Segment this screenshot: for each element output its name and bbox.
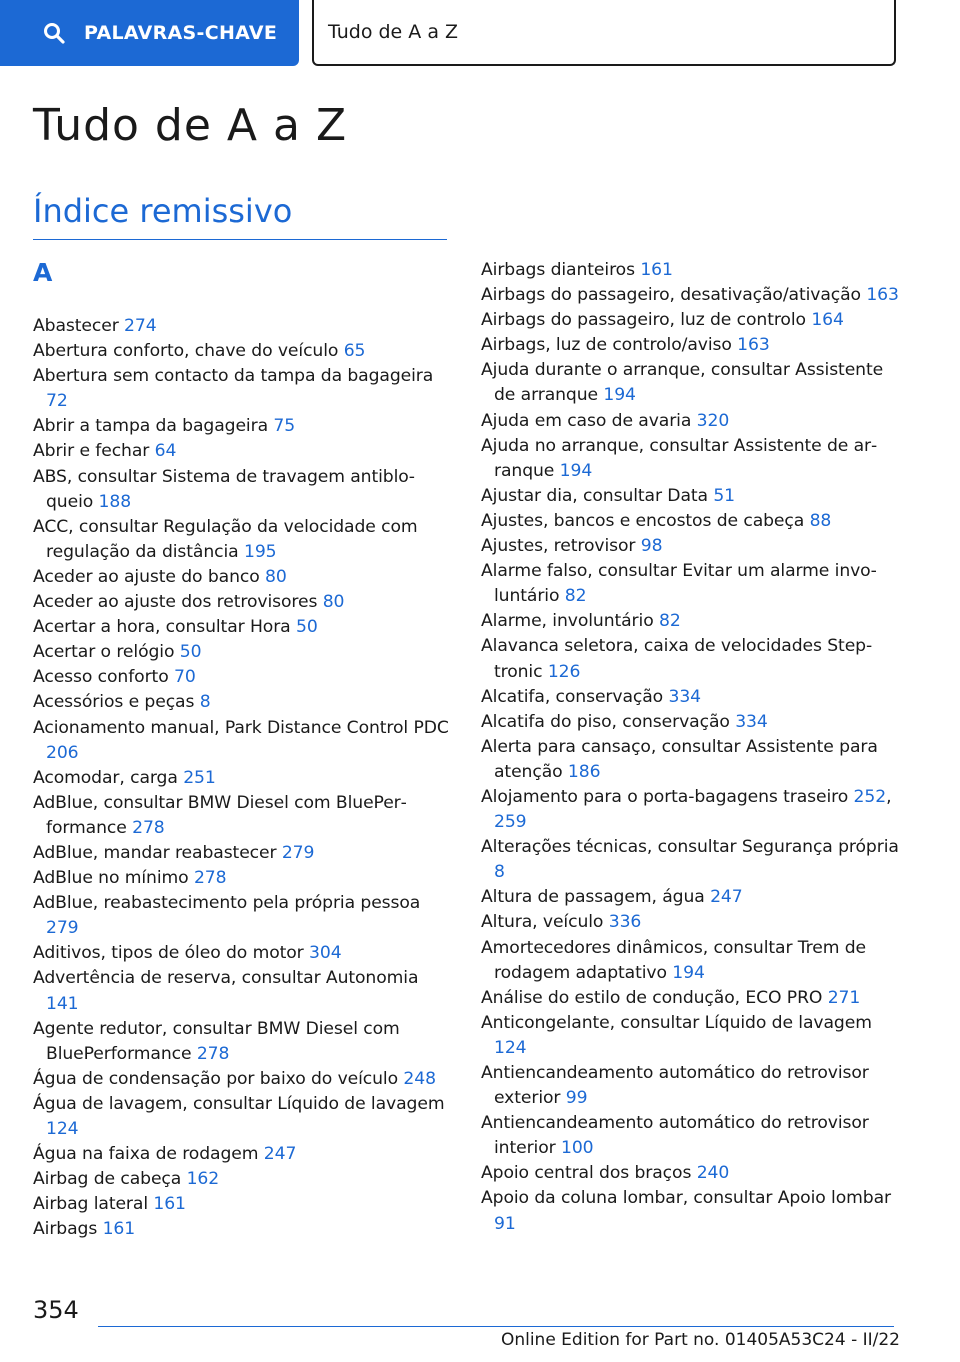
index-entry [33, 716, 453, 766]
page-reference-link[interactable]: 279 [46, 918, 79, 939]
index-entry-text: Antiencandeamento automático do retrovisor interior [481, 1113, 869, 1159]
page-reference-link[interactable]: 251 [183, 767, 216, 788]
index-entry [481, 434, 901, 484]
page-reference-link[interactable]: 162 [186, 1169, 220, 1190]
edition-footer: Online Edition for Part no. 01405A53C24 - II/22 [500, 1330, 900, 1350]
index-column-right [481, 258, 901, 1237]
index-entry-text: Acertar o relógio [33, 642, 175, 663]
index-entry-text: Alarme falso, consultar Evitar um alarme involuntário [481, 561, 877, 607]
index-entry [33, 565, 453, 590]
index-entry [481, 1161, 901, 1186]
index-entry [481, 735, 901, 785]
page-reference-link[interactable]: 163 [866, 285, 899, 306]
page-reference-link[interactable]: 161 [102, 1219, 136, 1240]
index-entry [33, 891, 453, 941]
page-reference-link[interactable]: 82 [564, 586, 587, 607]
index-entry: Alojamento para o porta-bagagens traseiro 252, 259 [481, 786, 892, 833]
page-title: Tudo de A a Z [33, 100, 348, 151]
index-entry-text: Ajustar dia, consultar Data [481, 485, 708, 506]
index-entry [481, 509, 901, 534]
index-entry-text: Aceder ao ajuste dos retrovisores [33, 592, 318, 613]
page-reference-link[interactable]: 247 [710, 887, 743, 908]
page-reference-link[interactable]: 98 [640, 536, 663, 557]
page-reference-link[interactable]: 334 [668, 686, 701, 707]
page-reference-link[interactable]: 82 [659, 611, 681, 632]
section-title: Índice remissivo [33, 192, 293, 230]
index-entry [33, 590, 453, 615]
index-entry [33, 1142, 453, 1167]
index-entry [33, 1092, 453, 1142]
index-entry [33, 1067, 453, 1092]
page-reference-link[interactable]: 259 [494, 812, 527, 833]
page-reference-link[interactable]: 271 [827, 987, 861, 1008]
page-reference-link[interactable]: 64 [154, 441, 177, 462]
index-entry [481, 333, 901, 358]
page-reference-link[interactable]: 336 [608, 912, 642, 933]
page-reference-link[interactable]: 274 [124, 316, 157, 336]
page-reference-link[interactable]: 80 [322, 592, 345, 613]
index-entry [481, 885, 901, 910]
page-reference-link[interactable]: 278 [196, 1043, 230, 1064]
index-entry-text: Airbag de cabeça [33, 1169, 182, 1190]
index-entry [481, 358, 901, 408]
index-entry-text: Altura, veículo [481, 912, 604, 933]
breadcrumb-label: Tudo de A a Z [328, 21, 459, 43]
index-entry-text: Alojamento para o porta-bagagens traseiro [481, 786, 849, 807]
page-reference-link[interactable]: 126 [547, 661, 581, 682]
index-entry-text: AdBlue, mandar reabastecer [33, 842, 277, 863]
page-reference-link[interactable]: 206 [46, 742, 79, 763]
index-entry-text: Análise do estilo de condução, ECO PRO [481, 987, 823, 1008]
index-entry [33, 766, 453, 791]
index-entry [481, 634, 901, 684]
page-reference-link[interactable]: 51 [713, 485, 735, 506]
index-entry-text: Alcatifa, conservação [481, 686, 664, 707]
index-entry-text: Aditivos, tipos de óleo do motor [33, 943, 304, 964]
index-entry [481, 1011, 901, 1061]
index-entry-text: Alerta para cansaço, consultar Assistente para atenção [481, 736, 878, 782]
index-entry [33, 941, 453, 966]
index-entry [33, 615, 453, 640]
page-reference-link[interactable]: 100 [560, 1138, 594, 1159]
index-entry [481, 1061, 901, 1111]
index-entry-text: Água de lavagem, consultar Líquido de lavagem [33, 1093, 445, 1114]
index-entry-text: Ajuda durante o arranque, consultar Assistente de arranque [481, 360, 884, 406]
index-entry [481, 710, 901, 735]
index-entry-text: Airbags, luz de controlo/aviso [481, 335, 732, 356]
index-entry [481, 910, 901, 935]
index-entry [481, 835, 901, 885]
index-entry-text: Ajustes, bancos e encostos de cabeça [481, 510, 805, 531]
index-entry-text: Alavanca seletora, caixa de velocidades Steptronic [481, 636, 873, 682]
index-entry-text: Abastecer [33, 316, 119, 336]
page-reference-link[interactable]: 194 [672, 962, 705, 983]
index-entry-text: Ajuda no arranque, consultar Assistente de arranque [481, 435, 878, 481]
page-reference-link[interactable]: 240 [696, 1163, 730, 1184]
page-reference-link[interactable]: 248 [403, 1068, 436, 1089]
index-entry [33, 465, 453, 515]
index-column-left [33, 258, 453, 1242]
page-reference-link[interactable]: 88 [809, 510, 832, 531]
page-reference-link[interactable]: 50 [179, 642, 202, 663]
page-reference-link[interactable]: 279 [281, 842, 315, 863]
index-entry-text: Anticongelante, consultar Líquido de lavagem [481, 1012, 872, 1033]
page-reference-link[interactable]: 124 [46, 1119, 79, 1139]
index-entry [481, 308, 901, 333]
index-entry [33, 364, 453, 414]
index-entry [481, 258, 901, 283]
page-reference-link[interactable]: 188 [98, 491, 132, 512]
breadcrumb[interactable] [312, 0, 896, 66]
index-entry-text: Água na faixa de rodagem [33, 1144, 259, 1165]
index-entry-text: Antiencandeamento automático do retrovisor exterior [481, 1063, 869, 1109]
page-reference-link[interactable]: 163 [737, 335, 770, 356]
index-entry [33, 841, 453, 866]
index-entry-text: Amortecedores dinâmicos, consultar Trem de rodagem adaptativo [481, 937, 867, 983]
index-entry [33, 439, 453, 464]
index-entry [33, 414, 453, 439]
index-entry-text: Airbags [33, 1219, 98, 1240]
page-reference-link[interactable]: 80 [265, 566, 287, 587]
index-entry [33, 1217, 453, 1242]
index-entry [481, 283, 901, 308]
page-reference-link[interactable]: 194 [559, 460, 593, 481]
index-entry-text: Abrir a tampa da bagageira [33, 416, 269, 437]
index-entry-text: Airbags do passageiro, desativação/ativação [481, 285, 861, 306]
page-reference-link[interactable]: 99 [565, 1088, 588, 1109]
page-reference-link[interactable]: 65 [343, 341, 366, 362]
index-entry-text: Altura de passagem, água [481, 887, 705, 908]
index-entry-text: Acionamento manual, Park Distance Control PDC [33, 717, 449, 738]
index-entry [33, 339, 453, 364]
index-entry [481, 986, 901, 1011]
page-reference-link[interactable]: 50 [295, 617, 318, 638]
page-reference-link[interactable]: 194 [603, 385, 636, 406]
index-entry-text: Apoio central dos braços [481, 1163, 692, 1184]
index-entry [481, 559, 901, 609]
page-reference-link[interactable]: 141 [46, 993, 79, 1014]
index-entry-text: AdBlue, reabastecimento pela própria pessoa [33, 893, 421, 914]
index-entry-text: Airbags do passageiro, luz de controlo [481, 310, 806, 331]
page-reference-link[interactable]: 161 [153, 1194, 186, 1215]
index-entry-text: Alcatifa do piso, conservação [481, 711, 730, 732]
index-entry [33, 791, 453, 841]
keywords-button[interactable] [0, 0, 299, 66]
index-entry [33, 314, 453, 339]
letter-heading: A [33, 258, 53, 287]
index-entry-text: ACC, consultar Regulação da velocidade com regulação da distância [33, 516, 418, 562]
page-reference-link[interactable]: 252 [853, 786, 887, 807]
page-reference-link[interactable]: 164 [811, 310, 844, 331]
index-entry [33, 665, 453, 690]
page-reference-link[interactable]: 278 [193, 868, 227, 889]
keywords-button-label: PALAVRAS-CHAVE [84, 22, 278, 44]
index-entry-text: Aceder ao ajuste do banco [33, 566, 260, 587]
index-entry-text: Acesso conforto [33, 667, 169, 688]
index-entry [33, 866, 453, 891]
section-divider [33, 239, 447, 240]
index-entry [481, 1186, 901, 1236]
index-entry-text: Ajustes, retrovisor [481, 536, 636, 557]
index-entry-text: Ajuda em caso de avaria [481, 410, 692, 431]
page-reference-link[interactable]: 8 [199, 692, 211, 713]
index-entry [33, 640, 453, 665]
index-entry [481, 534, 901, 559]
index-entry-text: Apoio da coluna lombar, consultar Apoio lombar [481, 1188, 891, 1209]
page-reference-link[interactable]: 75 [273, 416, 296, 437]
index-entry-text: ABS, consultar Sistema de travagem antibloqueio [33, 466, 415, 512]
top-navigation-bar [0, 0, 960, 66]
page-reference-link[interactable]: 320 [696, 410, 730, 431]
index-entry-text: Acessórios e peças [33, 692, 195, 713]
page-reference-link[interactable]: 161 [640, 260, 673, 280]
index-entry-text: Airbag lateral [33, 1194, 149, 1215]
index-entry [33, 690, 453, 715]
index-entry [481, 1111, 901, 1161]
index-entry-text: Airbags dianteiros [481, 260, 635, 280]
index-entry-text: AdBlue, consultar BMW Diesel com BluePerformance [33, 792, 407, 838]
index-entry-text: AdBlue no mínimo [33, 868, 189, 889]
page-reference-link[interactable]: 304 [309, 943, 342, 964]
index-entry-text: Abertura conforto, chave do veículo [33, 341, 339, 362]
page-reference-link[interactable]: 278 [132, 817, 165, 838]
index-entry-text: Acertar a hora, consultar Hora [33, 617, 291, 638]
page-reference-link[interactable]: 247 [263, 1144, 297, 1165]
index-entry [481, 685, 901, 710]
index-entry [481, 484, 901, 509]
index-entry-text: Agente redutor, consultar BMW Diesel com BluePerformance [33, 1018, 400, 1064]
page-reference-link[interactable]: 195 [243, 541, 277, 562]
page-reference-link[interactable]: 334 [735, 711, 768, 732]
index-entry-text: Abrir e fechar [33, 441, 150, 462]
search-icon [42, 21, 66, 45]
index-entry-text: Alterações técnicas, consultar Segurança própria [481, 837, 899, 858]
page-reference-link[interactable]: 8 [494, 862, 505, 883]
page-reference-link[interactable]: 72 [46, 391, 68, 412]
page-reference-link[interactable]: 186 [567, 761, 601, 782]
index-entry [481, 609, 901, 634]
footer-divider [98, 1326, 894, 1327]
index-entry-text: Acomodar, carga [33, 767, 178, 788]
page-reference-link[interactable]: 70 [174, 667, 196, 688]
index-entry [481, 409, 901, 434]
index-entry-text: Abertura sem contacto da tampa da bagageira [33, 366, 434, 387]
index-entry [33, 966, 453, 1016]
index-entry [33, 515, 453, 565]
index-entry [33, 1192, 453, 1217]
page-reference-link[interactable]: 91 [494, 1213, 516, 1234]
index-entry [33, 1167, 453, 1192]
index-entry [33, 1017, 453, 1067]
index-entry [481, 936, 901, 986]
page-reference-link[interactable]: 124 [494, 1037, 527, 1058]
index-entry-text: Água de condensação por baixo do veículo [33, 1068, 399, 1089]
index-entry-text: Alarme, involuntário [481, 611, 654, 632]
page-number: 354 [33, 1296, 79, 1324]
index-entry-text: Advertência de reserva, consultar Autonomia [33, 968, 419, 989]
